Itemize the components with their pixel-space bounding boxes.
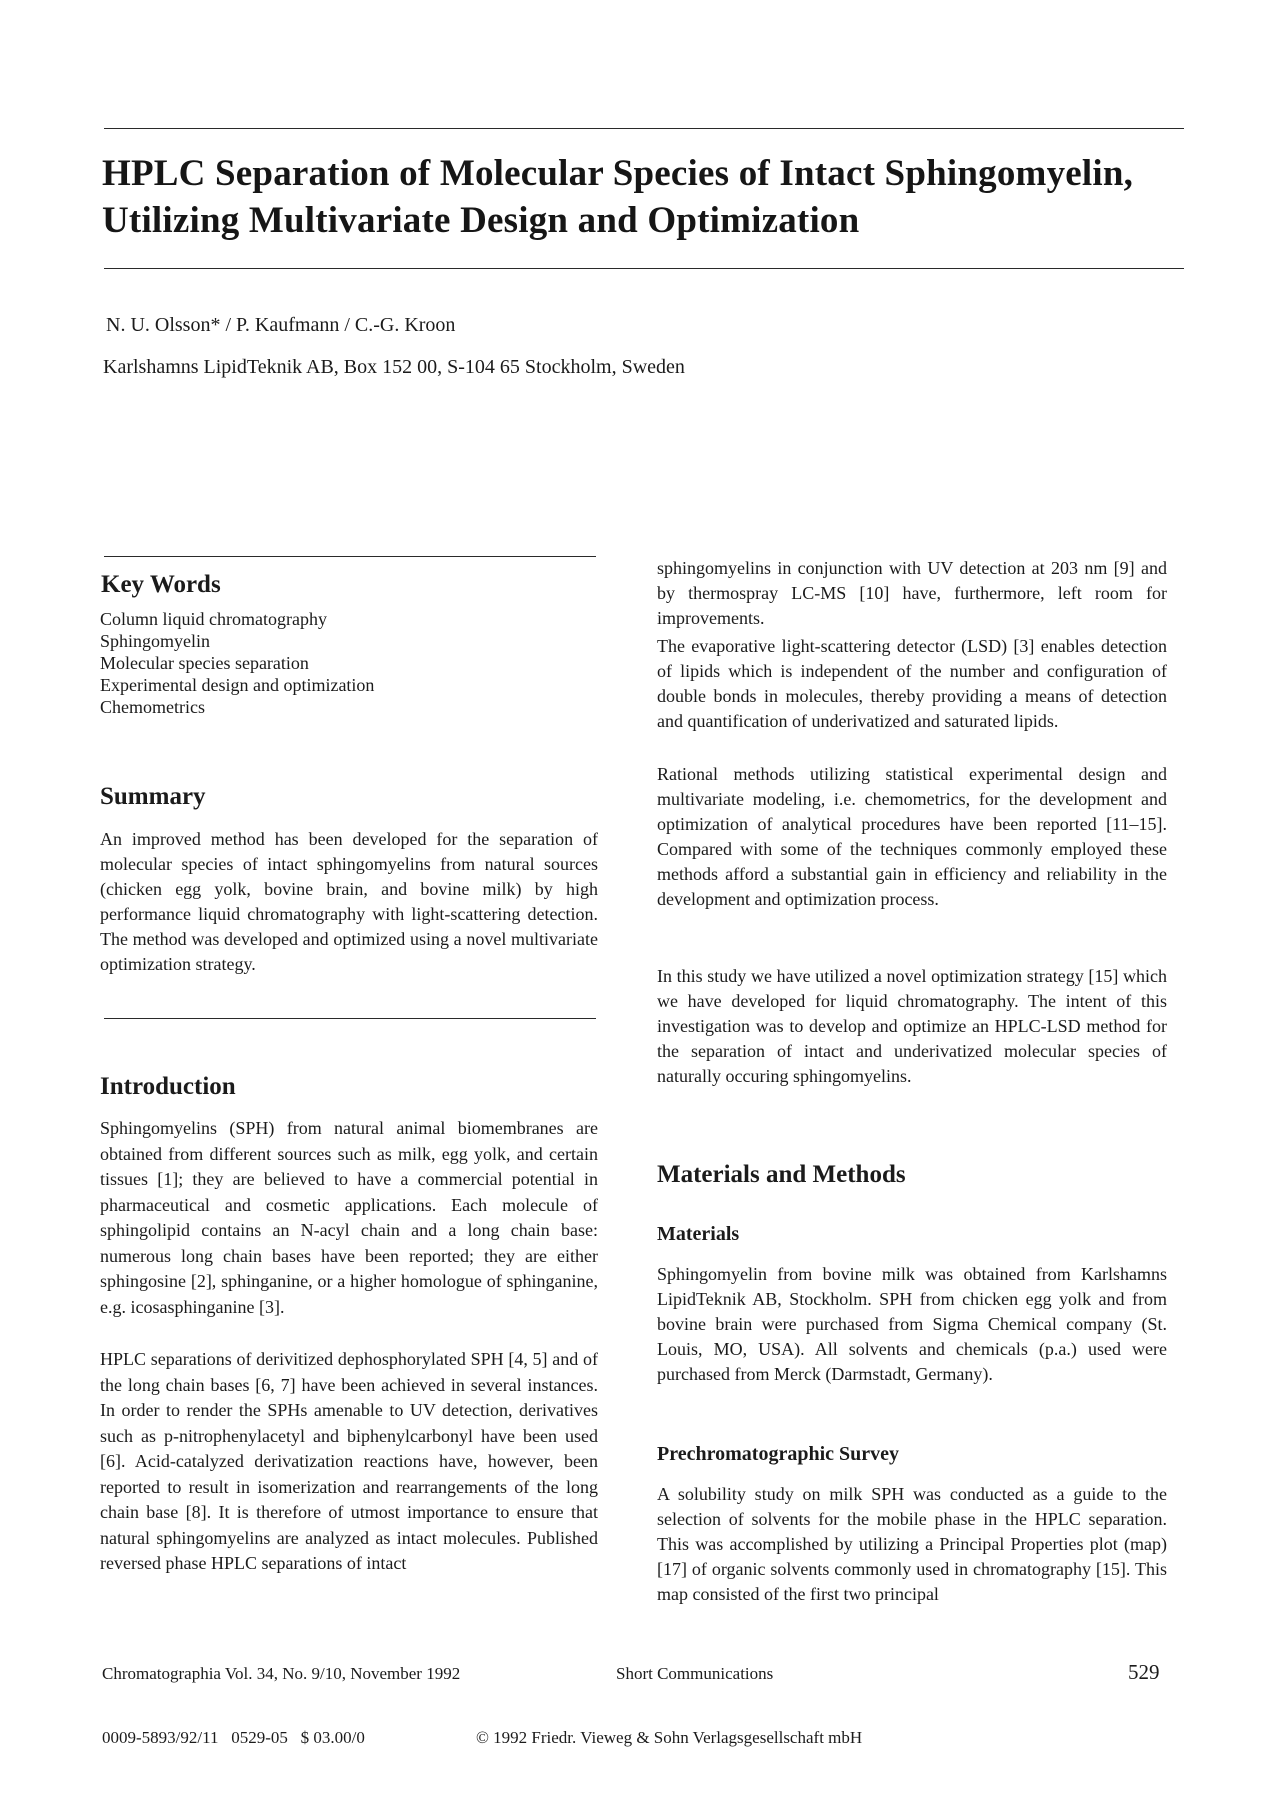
- keywords-heading: Key Words: [101, 571, 221, 598]
- keyword-item: Molecular species separation: [100, 653, 309, 673]
- materials-heading: Materials: [657, 1223, 740, 1245]
- survey-heading: Prechromatographic Survey: [657, 1443, 900, 1465]
- title-top-rule: [104, 128, 1184, 129]
- introduction-paragraph-1: Sphingomyelins (SPH) from natural animal biomembranes are obtained from different sources such as milk, egg yolk, and certain tissues [1]; they are believed to have a commercial potential in pharmaceutical and cosmetic applications. Each molecule of sphingolipid contains an N-acyl chain and a long chain base: numerous long chain bases have been reported; they are either sphingosine [2], sphinganine, or a higher homologue of sphinganine, e.g. icosasphinganine [3].: [100, 1118, 598, 1317]
- keywords-bottom-rule: [104, 1018, 596, 1019]
- authors: N. U. Olsson* / P. Kaufmann / C.-G. Kroon: [106, 314, 456, 336]
- right-paragraph-4: In this study we have utilized a novel optimization strategy [15] which we have developed for liquid chromatography. The intent of this investigation was to develop and optimize an HPLC-LSD method for the separation of intact and underivatized molecular species of naturally occuring sphingomyelins.: [657, 966, 1167, 1086]
- introduction-paragraph-2: HPLC separations of derivitized dephosphorylated SPH [4, 5] and of the long chain bases [6, 7] have been achieved in several instances. In order to render the SPHs amenable to UV detection, derivatives such as p-nitrophenylacetyl and biphenylcarbonyl have been used [6]. Acid-catalyzed derivatization reactions have, however, been reported to result in isomerization and rearrangements of the long chain base [8]. It is therefore of utmost importance to ensure that natural sphingomyelins are analyzed as intact molecules. Published reversed phase HPLC separations of intact: [100, 1349, 598, 1573]
- title-line-1: HPLC Separation of Molecular Species of Intact Sphingomyelin,: [102, 153, 1134, 194]
- page-number: 529: [1128, 1660, 1160, 1684]
- right-paragraph-3: Rational methods utilizing statistical experimental design and multivariate modeling, i.e. chemometrics, for the development and optimization of analytical procedures have been reported [11–15]. Compared with some of the techniques commonly employed these methods afford a substantial gain in efficiency and reliability in the development and optimization process.: [657, 764, 1167, 909]
- right-paragraph-1: sphingomyelins in conjunction with UV detection at 203 nm [9] and by thermospray LC-MS [10] have, furthermore, left room for improvements.: [657, 558, 1167, 628]
- keywords-top-rule: [104, 556, 596, 557]
- title-line-2: Utilizing Multivariate Design and Optimization: [102, 200, 860, 241]
- keywords-list: [100, 608, 520, 718]
- keyword-item: Column liquid chromatography: [100, 609, 327, 629]
- summary-text: An improved method has been developed for the separation of molecular species of intact sphingomyelins from natural sources (chicken egg yolk, bovine brain, and bovine milk) by high performance liquid chromatography with light-scattering detection. The method was developed and optimized using a novel multivariate optimization strategy.: [100, 829, 598, 974]
- introduction-heading: Introduction: [100, 1073, 236, 1100]
- summary-heading: Summary: [100, 783, 206, 810]
- keyword-item: Experimental design and optimization: [100, 675, 375, 695]
- journal-citation: Chromatographia Vol. 34, No. 9/10, November 1992: [102, 1664, 461, 1683]
- issn-line: 0009-5893/92/11 0529-05 $ 03.00/0: [102, 1728, 365, 1747]
- materials-text: Sphingomyelin from bovine milk was obtained from Karlshamns LipidTeknik AB, Stockholm. SPH from chicken egg yolk and from bovine brain were purchased from Sigma Chemical company (St. Louis, MO, USA). All solvents and chemicals (p.a.) used were purchased from Merck (Darmstadt, Germany).: [657, 1264, 1167, 1384]
- affiliation: Karlshamns LipidTeknik AB, Box 152 00, S-104 65 Stockholm, Sweden: [103, 356, 685, 378]
- keyword-item: Sphingomyelin: [100, 631, 211, 651]
- survey-text: A solubility study on milk SPH was conducted as a guide to the selection of solvents for the mobile phase in the HPLC separation. This was accomplished by utilizing a Principal Properties plot (map) [17] of organic solvents commonly used in chromatography [15]. This map consisted of the first two principal: [657, 1484, 1167, 1604]
- materials-methods-heading: Materials and Methods: [657, 1161, 906, 1188]
- title-bottom-rule: [104, 268, 1184, 269]
- article-title: [102, 150, 1182, 244]
- keyword-item: Chemometrics: [100, 697, 205, 717]
- copyright-line: © 1992 Friedr. Vieweg & Sohn Verlagsgesellschaft mbH: [476, 1728, 863, 1747]
- right-paragraph-2: The evaporative light-scattering detector (LSD) [3] enables detection of lipids which is independent of the number and configuration of double bonds in molecules, thereby providing a means of detection and quantification of underivatized and saturated lipids.: [657, 636, 1167, 731]
- section-label: Short Communications: [616, 1664, 774, 1683]
